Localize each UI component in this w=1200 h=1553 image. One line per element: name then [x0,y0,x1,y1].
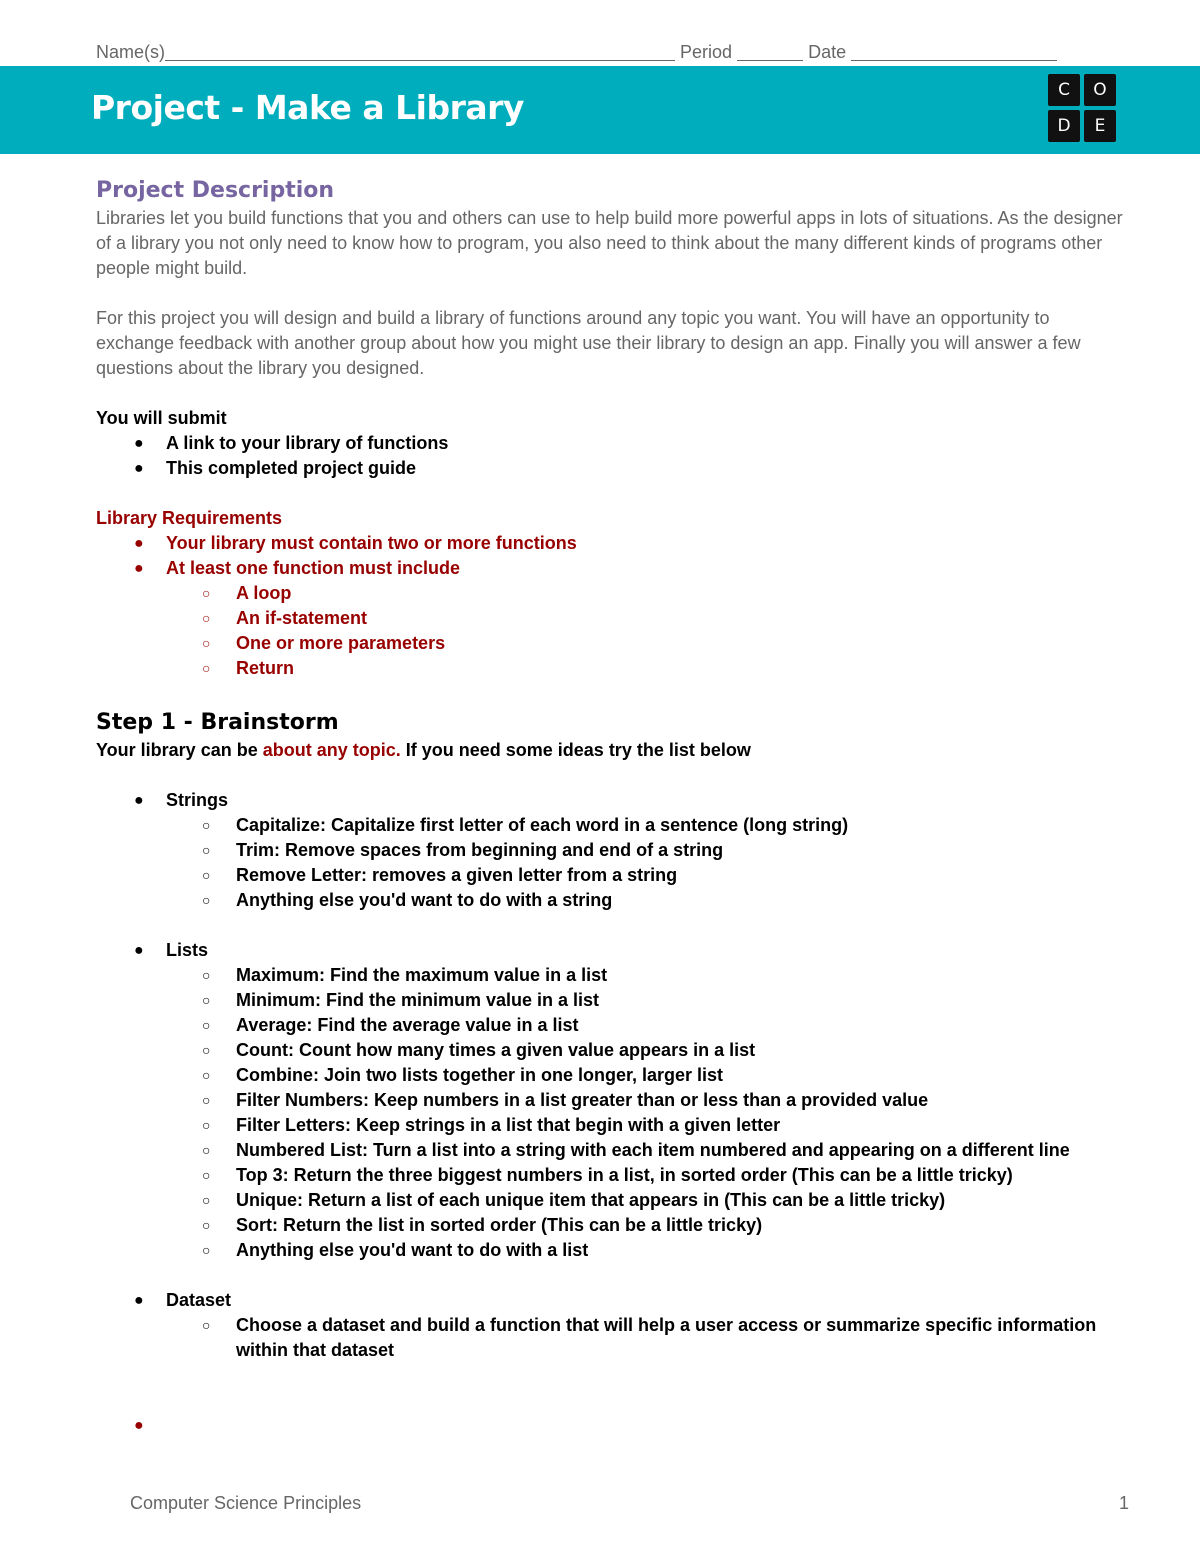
category-dataset: ● Dataset ○ Choose a dataset and build a function that will help a user access or summarize specific information within that dataset [96,1288,1126,1363]
footer-course: Computer Science Principles [130,1493,362,1513]
list-item: ○ Remove Letter: removes a given letter from a string [202,865,678,885]
list-item: ● Your library must contain two or more functions [134,533,577,553]
list-item: ○ Sort: Return the list in sorted order (This can be a little tricky) [202,1215,763,1235]
empty-bullet: ● [134,1417,144,1434]
list-item: ○ Combine: Join two lists together in one longer, larger list [202,1065,724,1085]
list-item: ○ Trim: Remove spaces from beginning and end of a string [202,840,724,860]
code-logo [1048,74,1120,146]
list-item: ● This completed project guide [134,458,417,478]
brainstorm-list [96,788,1126,1438]
project-description-heading: Project Description [96,178,335,203]
list-item: ○ One or more parameters [202,633,446,653]
submit-title: You will submit [96,408,227,428]
logo-letter: E [1084,110,1116,142]
logo-letter: O [1084,74,1116,106]
list-item: ○ Maximum: Find the maximum value in a list [202,965,608,985]
footer-page-number: 1 [1119,1493,1130,1513]
list-item: ○ Return [202,658,294,678]
highlight-text: about any topic. [262,740,401,760]
title-banner [0,66,1200,154]
logo-letter: D [1048,110,1080,142]
period-blank[interactable] [737,42,803,61]
date-label: Date [808,42,847,62]
list-item: ○ Choose a dataset and build a function that will help a user access or summarize specific information within that dataset [202,1315,1097,1360]
page-title: Project - Make a Library [91,88,524,127]
description-paragraph-1: Libraries let you build functions that you and others can use to help build more powerful apps in lots of situations. As the designer of a library you not only need to know how to program, you also need to think about the many different kinds of programs other people might build. [96,208,1123,278]
list-item: ○ Capitalize: Capitalize first letter of each word in a sentence (long string) [202,815,849,835]
requirements-title: Library Requirements [96,508,283,528]
list-item: ○ Anything else you'd want to do with a string [202,890,613,910]
step1-intro: Your library can be about any topic. If you need some ideas try the list below [96,740,751,760]
description-paragraph-2: For this project you will design and build a library of functions around any topic you want. You will have an opportunity to exchange feedback with another group about how you might use their library to design an app. Finally you will answer a few questions about the library you designed. [96,308,1081,378]
list-item: ○ Filter Letters: Keep strings in a list that begin with a given letter [202,1115,781,1135]
list-item: ○ A loop [202,583,292,603]
date-blank[interactable] [851,42,1057,61]
list-item: ○ Average: Find the average value in a list [202,1015,579,1035]
requirements-list [96,531,1126,681]
list-item: ○ Numbered List: Turn a list into a string with each item numbered and appearing on a different line [202,1140,1070,1160]
category-lists: ● Lists ○ Maximum: Find the maximum value in a list ○ Minimum: Find the minimum value in a list ○ Average: Find the average value in a list ○ Count: Count how many times a given value appears in a list ○ Combine: Join two lists together in one longer, larger list ○ Filter Numbers: Keep numbers in a list greater than or less than a provided value ○ Filter Letters: Keep strings in a list that begin with a given letter ○ Numbered List: Turn a list into a string with each item numbered and appearing on a different line ○ Top 3: Return the three biggest numbers in a list, in sorted order (This can be a little tricky) ○ Unique: Return a list of each unique item that appears in (This can be a little tricky) ○ Sort: Return the list in sorted order (This can be a little tricky) ○ Anything else you'd want to do with a list [96,938,1126,1263]
list-item: ● A link to your library of functions [134,433,449,453]
list-item: ○ Top 3: Return the three biggest numbers in a list, in sorted order (This can be a little tricky) [202,1165,1013,1185]
step1-heading: Step 1 - Brainstorm [96,710,339,735]
list-item: ○ Minimum: Find the minimum value in a list [202,990,600,1010]
name-blank[interactable] [165,42,675,61]
student-info-line [96,42,1086,63]
list-item: ○ An if-statement [202,608,368,628]
category-strings: ● Strings ○ Capitalize: Capitalize first letter of each word in a sentence (long string) ○ Trim: Remove spaces from beginning and end of a string ○ Remove Letter: removes a given letter from a string ○ Anything else you'd want to do with a string [96,788,1126,913]
name-label: Name(s) [96,42,166,62]
list-item: ● At least one function must include ○ A loop ○ An if-statement ○ One or more parameters ○ Return [96,556,1126,681]
list-item: ○ Anything else you'd want to do with a list [202,1240,589,1260]
logo-letter: C [1048,74,1080,106]
list-item: ○ Filter Numbers: Keep numbers in a list greater than or less than a provided value [202,1090,929,1110]
period-label: Period [680,42,733,62]
document-body [96,176,1126,1438]
list-item: ○ Count: Count how many times a given value appears in a list [202,1040,756,1060]
list-item: ○ Unique: Return a list of each unique item that appears in (This can be a little tricky) [202,1190,946,1210]
submit-list [96,431,1126,481]
